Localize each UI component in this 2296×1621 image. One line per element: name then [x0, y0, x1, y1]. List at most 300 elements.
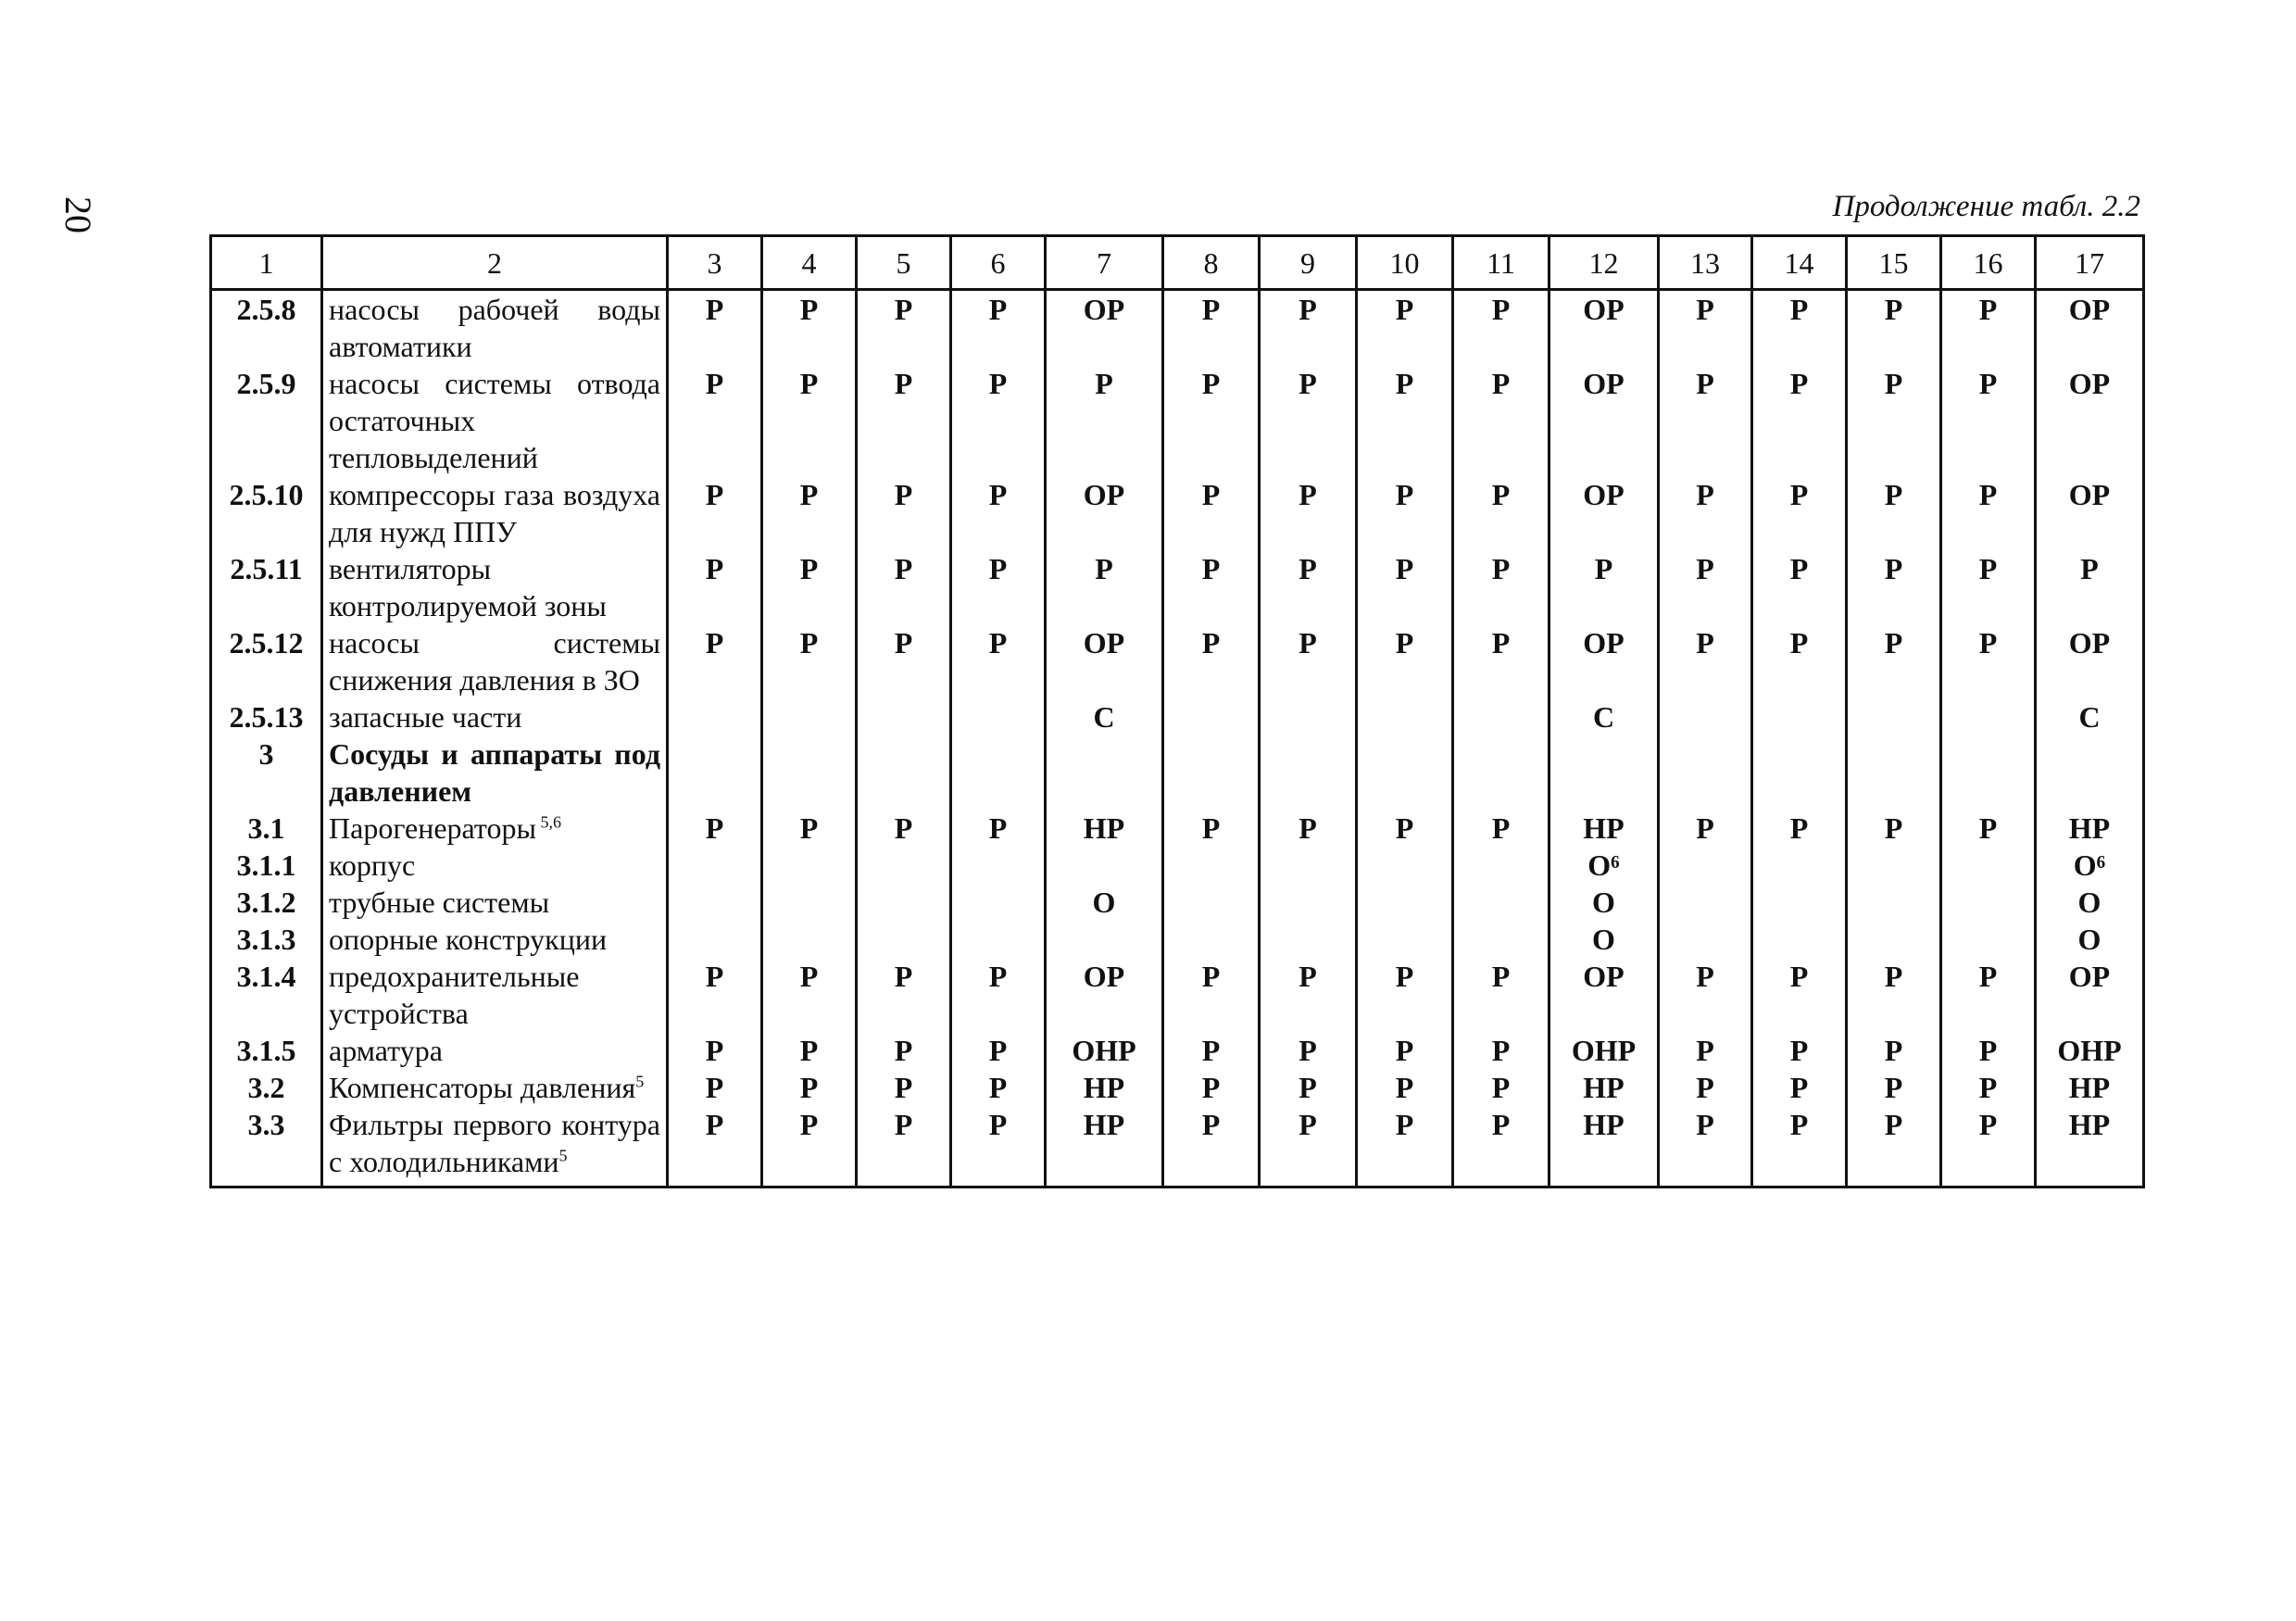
row-name-text: трубные системы: [329, 886, 550, 919]
cell-col-14: [1752, 847, 1847, 884]
cell-col-4: Р: [762, 290, 857, 366]
page-number: 20: [57, 196, 99, 233]
cell-col-17: ОР: [2036, 290, 2144, 366]
cell-col-10: [1357, 884, 1453, 921]
cell-col-10: Р: [1357, 1069, 1453, 1106]
cell-col-9: [1260, 884, 1357, 921]
cell-col-10: [1357, 698, 1453, 735]
row-name-text: Компенсаторы давления: [329, 1071, 636, 1104]
row-number: 3.2: [211, 1069, 322, 1106]
column-header-10: 10: [1357, 236, 1453, 290]
cell-col-11: Р: [1453, 476, 1549, 550]
cell-col-3: [668, 884, 762, 921]
cell-col-4: Р: [762, 1032, 857, 1069]
cell-col-6: Р: [951, 1069, 1046, 1106]
cell-col-9: [1260, 735, 1357, 810]
cell-col-6: Р: [951, 365, 1046, 476]
cell-col-15: Р: [1847, 1032, 1941, 1069]
cell-col-10: Р: [1357, 958, 1453, 1032]
row-name-text: корпус: [329, 848, 416, 882]
cell-col-17: НР: [2036, 1069, 2144, 1106]
cell-col-16: [1941, 884, 2036, 921]
table-row: [211, 550, 2144, 624]
cell-col-5: Р: [857, 476, 951, 550]
cell-col-5: [857, 884, 951, 921]
row-name-text: Парогенераторы: [329, 811, 536, 845]
cell-col-9: Р: [1260, 1032, 1357, 1069]
cell-col-5: [857, 921, 951, 958]
cell-col-11: Р: [1453, 958, 1549, 1032]
cell-col-6: [951, 847, 1046, 884]
cell-col-8: Р: [1163, 550, 1260, 624]
cell-col-4: [762, 735, 857, 810]
row-name: [322, 884, 668, 921]
cell-col-17: О⁶: [2036, 847, 2144, 884]
cell-col-4: [762, 698, 857, 735]
cell-col-16: Р: [1941, 958, 2036, 1032]
cell-col-11: Р: [1453, 810, 1549, 847]
cell-col-6: Р: [951, 476, 1046, 550]
cell-col-7: [1046, 847, 1163, 884]
cell-col-5: Р: [857, 624, 951, 698]
cell-col-15: [1847, 884, 1941, 921]
cell-col-11: [1453, 921, 1549, 958]
cell-col-14: Р: [1752, 1069, 1847, 1106]
cell-col-3: Р: [668, 624, 762, 698]
column-header-9: 9: [1260, 236, 1357, 290]
cell-col-8: [1163, 735, 1260, 810]
cell-col-13: Р: [1659, 1106, 1752, 1187]
cell-col-17: ОР: [2036, 624, 2144, 698]
cell-col-9: Р: [1260, 476, 1357, 550]
cell-col-16: [1941, 921, 2036, 958]
cell-col-14: Р: [1752, 624, 1847, 698]
cell-col-4: [762, 884, 857, 921]
cell-col-17: Р: [2036, 550, 2144, 624]
cell-col-16: Р: [1941, 550, 2036, 624]
cell-col-3: [668, 847, 762, 884]
table-row: [211, 624, 2144, 698]
cell-col-4: Р: [762, 1106, 857, 1187]
row-name-text: запасные части: [329, 700, 522, 734]
cell-col-7: О: [1046, 884, 1163, 921]
cell-col-5: Р: [857, 958, 951, 1032]
table-row: [211, 884, 2144, 921]
row-number: 3: [211, 735, 322, 810]
cell-col-10: Р: [1357, 1106, 1453, 1187]
cell-col-4: Р: [762, 365, 857, 476]
row-name-text: арматура: [329, 1034, 443, 1067]
cell-col-15: [1847, 847, 1941, 884]
cell-col-12: О: [1549, 884, 1659, 921]
table-row: [211, 1106, 2144, 1187]
data-table: [209, 234, 2145, 1188]
cell-col-4: Р: [762, 810, 857, 847]
cell-col-16: Р: [1941, 365, 2036, 476]
cell-col-3: [668, 735, 762, 810]
footnote-marker: 5: [558, 1146, 568, 1165]
cell-col-11: [1453, 698, 1549, 735]
cell-col-9: Р: [1260, 958, 1357, 1032]
cell-col-9: Р: [1260, 1069, 1357, 1106]
cell-col-8: Р: [1163, 365, 1260, 476]
cell-col-14: Р: [1752, 290, 1847, 366]
table-row: [211, 847, 2144, 884]
cell-col-17: НР: [2036, 810, 2144, 847]
table-row: [211, 1032, 2144, 1069]
row-name: [322, 365, 668, 476]
cell-col-8: Р: [1163, 1069, 1260, 1106]
cell-col-3: Р: [668, 1106, 762, 1187]
cell-col-13: Р: [1659, 810, 1752, 847]
cell-col-10: [1357, 735, 1453, 810]
cell-col-11: Р: [1453, 1106, 1549, 1187]
cell-col-15: [1847, 735, 1941, 810]
cell-col-8: [1163, 921, 1260, 958]
row-name: [322, 958, 668, 1032]
table-body: [211, 290, 2144, 1187]
cell-col-16: [1941, 735, 2036, 810]
cell-col-11: Р: [1453, 365, 1549, 476]
row-name-text: насосы системы отвода остаточных тепловыделений: [329, 367, 660, 474]
cell-col-8: Р: [1163, 1032, 1260, 1069]
row-name-text: компрессоры газа воздуха для нужд ППУ: [329, 478, 660, 548]
row-number: 3.1.1: [211, 847, 322, 884]
cell-col-5: Р: [857, 1032, 951, 1069]
cell-col-12: ОР: [1549, 476, 1659, 550]
row-number: 2.5.9: [211, 365, 322, 476]
row-name: [322, 921, 668, 958]
cell-col-8: Р: [1163, 1106, 1260, 1187]
cell-col-13: Р: [1659, 624, 1752, 698]
cell-col-13: [1659, 698, 1752, 735]
cell-col-7: НР: [1046, 810, 1163, 847]
cell-col-11: [1453, 847, 1549, 884]
cell-col-8: Р: [1163, 290, 1260, 366]
cell-col-3: Р: [668, 1032, 762, 1069]
cell-col-8: Р: [1163, 810, 1260, 847]
row-name: [322, 735, 668, 810]
cell-col-9: Р: [1260, 290, 1357, 366]
cell-col-12: НР: [1549, 1069, 1659, 1106]
cell-col-14: Р: [1752, 550, 1847, 624]
cell-col-17: ОНР: [2036, 1032, 2144, 1069]
cell-col-6: Р: [951, 550, 1046, 624]
table-row: [211, 476, 2144, 550]
cell-col-5: Р: [857, 1106, 951, 1187]
column-header-7: 7: [1046, 236, 1163, 290]
cell-col-16: Р: [1941, 476, 2036, 550]
row-name: [322, 1106, 668, 1187]
cell-col-9: Р: [1260, 1106, 1357, 1187]
column-header-14: 14: [1752, 236, 1847, 290]
cell-col-3: Р: [668, 1069, 762, 1106]
cell-col-4: [762, 921, 857, 958]
row-name: [322, 698, 668, 735]
column-header-4: 4: [762, 236, 857, 290]
cell-col-16: Р: [1941, 1032, 2036, 1069]
cell-col-12: ОР: [1549, 958, 1659, 1032]
cell-col-15: Р: [1847, 290, 1941, 366]
column-header-17: 17: [2036, 236, 2144, 290]
cell-col-6: [951, 698, 1046, 735]
cell-col-11: Р: [1453, 1032, 1549, 1069]
cell-col-17: НР: [2036, 1106, 2144, 1187]
cell-col-14: [1752, 884, 1847, 921]
row-number: 3.1.3: [211, 921, 322, 958]
cell-col-17: С: [2036, 698, 2144, 735]
cell-col-14: [1752, 735, 1847, 810]
cell-col-7: НР: [1046, 1106, 1163, 1187]
cell-col-17: ОР: [2036, 958, 2144, 1032]
cell-col-16: Р: [1941, 810, 2036, 847]
cell-col-14: [1752, 698, 1847, 735]
cell-col-15: Р: [1847, 476, 1941, 550]
cell-col-17: О: [2036, 921, 2144, 958]
row-name-text: опорные конструкции: [329, 923, 608, 956]
cell-col-15: Р: [1847, 624, 1941, 698]
cell-col-13: Р: [1659, 476, 1752, 550]
cell-col-10: [1357, 921, 1453, 958]
cell-col-5: [857, 698, 951, 735]
row-number: 3.1.5: [211, 1032, 322, 1069]
table-caption: Продолжение табл. 2.2: [1832, 190, 2140, 223]
cell-col-8: [1163, 884, 1260, 921]
cell-col-13: [1659, 884, 1752, 921]
row-name: [322, 1032, 668, 1069]
cell-col-12: ОНР: [1549, 1032, 1659, 1069]
column-header-8: 8: [1163, 236, 1260, 290]
table-row: [211, 698, 2144, 735]
row-name-text: Фильтры первого контура с холодильниками: [329, 1108, 660, 1178]
cell-col-9: [1260, 847, 1357, 884]
cell-col-3: Р: [668, 476, 762, 550]
cell-col-15: Р: [1847, 550, 1941, 624]
cell-col-7: Р: [1046, 365, 1163, 476]
cell-col-6: [951, 884, 1046, 921]
row-number: 3.3: [211, 1106, 322, 1187]
row-name: [322, 624, 668, 698]
table-row: [211, 958, 2144, 1032]
cell-col-7: [1046, 921, 1163, 958]
row-name-text: вентиляторы контролируемой зоны: [329, 552, 607, 622]
cell-col-15: Р: [1847, 1106, 1941, 1187]
cell-col-9: Р: [1260, 550, 1357, 624]
cell-col-10: Р: [1357, 810, 1453, 847]
cell-col-17: [2036, 735, 2144, 810]
cell-col-15: Р: [1847, 958, 1941, 1032]
cell-col-16: Р: [1941, 290, 2036, 366]
cell-col-13: Р: [1659, 1069, 1752, 1106]
cell-col-11: Р: [1453, 290, 1549, 366]
cell-col-7: ОР: [1046, 624, 1163, 698]
cell-col-13: Р: [1659, 290, 1752, 366]
cell-col-4: Р: [762, 1069, 857, 1106]
cell-col-12: ОР: [1549, 290, 1659, 366]
row-name: [322, 810, 668, 847]
column-header-12: 12: [1549, 236, 1659, 290]
column-header-15: 15: [1847, 236, 1941, 290]
cell-col-11: [1453, 884, 1549, 921]
cell-col-15: Р: [1847, 810, 1941, 847]
row-number: 3.1.4: [211, 958, 322, 1032]
cell-col-12: С: [1549, 698, 1659, 735]
cell-col-6: Р: [951, 1032, 1046, 1069]
row-name-text: предохранительные устройства: [329, 960, 580, 1030]
cell-col-12: ОР: [1549, 365, 1659, 476]
cell-col-10: Р: [1357, 1032, 1453, 1069]
column-header-6: 6: [951, 236, 1046, 290]
cell-col-17: О: [2036, 884, 2144, 921]
cell-col-8: [1163, 847, 1260, 884]
cell-col-8: [1163, 698, 1260, 735]
cell-col-12: ОР: [1549, 624, 1659, 698]
cell-col-4: Р: [762, 550, 857, 624]
cell-col-15: [1847, 698, 1941, 735]
row-number: 2.5.8: [211, 290, 322, 366]
cell-col-9: Р: [1260, 365, 1357, 476]
cell-col-6: [951, 735, 1046, 810]
cell-col-5: [857, 735, 951, 810]
cell-col-5: Р: [857, 1069, 951, 1106]
cell-col-10: Р: [1357, 365, 1453, 476]
row-name: [322, 847, 668, 884]
cell-col-3: Р: [668, 550, 762, 624]
cell-col-6: Р: [951, 810, 1046, 847]
cell-col-7: ОР: [1046, 290, 1163, 366]
cell-col-12: НР: [1549, 1106, 1659, 1187]
cell-col-9: [1260, 698, 1357, 735]
cell-col-13: [1659, 735, 1752, 810]
cell-col-10: Р: [1357, 550, 1453, 624]
footnote-marker: 5,6: [535, 812, 561, 832]
cell-col-12: О: [1549, 921, 1659, 958]
row-number: 2.5.13: [211, 698, 322, 735]
cell-col-6: Р: [951, 624, 1046, 698]
cell-col-13: [1659, 847, 1752, 884]
cell-col-11: Р: [1453, 550, 1549, 624]
cell-col-5: [857, 847, 951, 884]
row-name: [322, 476, 668, 550]
cell-col-14: Р: [1752, 1032, 1847, 1069]
row-number: 3.1: [211, 810, 322, 847]
row-number: 2.5.12: [211, 624, 322, 698]
table-row: [211, 735, 2144, 810]
column-header-13: 13: [1659, 236, 1752, 290]
cell-col-12: Р: [1549, 550, 1659, 624]
cell-col-4: Р: [762, 958, 857, 1032]
cell-col-7: ОНР: [1046, 1032, 1163, 1069]
cell-col-3: Р: [668, 958, 762, 1032]
row-number: 2.5.11: [211, 550, 322, 624]
table-row: [211, 365, 2144, 476]
cell-col-3: [668, 698, 762, 735]
cell-col-10: Р: [1357, 476, 1453, 550]
footnote-marker: 5: [635, 1072, 645, 1091]
cell-col-13: Р: [1659, 365, 1752, 476]
column-header-16: 16: [1941, 236, 2036, 290]
table-row: [211, 921, 2144, 958]
cell-col-5: Р: [857, 810, 951, 847]
cell-col-13: Р: [1659, 1032, 1752, 1069]
cell-col-6: [951, 921, 1046, 958]
cell-col-14: Р: [1752, 476, 1847, 550]
row-number: 3.1.2: [211, 884, 322, 921]
cell-col-15: [1847, 921, 1941, 958]
header-row: [211, 236, 2144, 290]
cell-col-3: Р: [668, 365, 762, 476]
cell-col-6: Р: [951, 1106, 1046, 1187]
row-name: [322, 290, 668, 366]
cell-col-13: Р: [1659, 958, 1752, 1032]
cell-col-13: Р: [1659, 550, 1752, 624]
cell-col-9: Р: [1260, 624, 1357, 698]
cell-col-17: ОР: [2036, 476, 2144, 550]
cell-col-4: [762, 847, 857, 884]
cell-col-7: [1046, 735, 1163, 810]
cell-col-10: Р: [1357, 290, 1453, 366]
cell-col-11: Р: [1453, 624, 1549, 698]
column-header-1: 1: [211, 236, 322, 290]
cell-col-16: [1941, 698, 2036, 735]
cell-col-12: О⁶: [1549, 847, 1659, 884]
cell-col-11: Р: [1453, 1069, 1549, 1106]
cell-col-13: [1659, 921, 1752, 958]
cell-col-14: Р: [1752, 958, 1847, 1032]
cell-col-9: Р: [1260, 810, 1357, 847]
cell-col-16: [1941, 847, 2036, 884]
cell-col-12: [1549, 735, 1659, 810]
cell-col-10: [1357, 847, 1453, 884]
table-row: [211, 290, 2144, 366]
cell-col-7: Р: [1046, 550, 1163, 624]
cell-col-15: Р: [1847, 1069, 1941, 1106]
row-number: 2.5.10: [211, 476, 322, 550]
cell-col-3: Р: [668, 290, 762, 366]
column-header-11: 11: [1453, 236, 1549, 290]
cell-col-5: Р: [857, 290, 951, 366]
cell-col-14: Р: [1752, 365, 1847, 476]
cell-col-11: [1453, 735, 1549, 810]
cell-col-7: НР: [1046, 1069, 1163, 1106]
cell-col-4: Р: [762, 624, 857, 698]
table-row: [211, 1069, 2144, 1106]
cell-col-3: [668, 921, 762, 958]
cell-col-16: Р: [1941, 1069, 2036, 1106]
row-name-text: насосы рабочей воды автоматики: [329, 293, 660, 363]
column-header-3: 3: [668, 236, 762, 290]
cell-col-17: ОР: [2036, 365, 2144, 476]
row-name-text: Сосуды и аппараты под давлением: [329, 737, 660, 808]
column-header-5: 5: [857, 236, 951, 290]
cell-col-7: ОР: [1046, 476, 1163, 550]
cell-col-8: Р: [1163, 958, 1260, 1032]
cell-col-8: Р: [1163, 624, 1260, 698]
cell-col-6: Р: [951, 958, 1046, 1032]
cell-col-7: С: [1046, 698, 1163, 735]
cell-col-14: Р: [1752, 1106, 1847, 1187]
cell-col-14: Р: [1752, 810, 1847, 847]
cell-col-9: [1260, 921, 1357, 958]
cell-col-14: [1752, 921, 1847, 958]
cell-col-12: НР: [1549, 810, 1659, 847]
cell-col-4: Р: [762, 476, 857, 550]
table-row: [211, 810, 2144, 847]
row-name: [322, 1069, 668, 1106]
cell-col-16: Р: [1941, 1106, 2036, 1187]
cell-col-16: Р: [1941, 624, 2036, 698]
cell-col-6: Р: [951, 290, 1046, 366]
